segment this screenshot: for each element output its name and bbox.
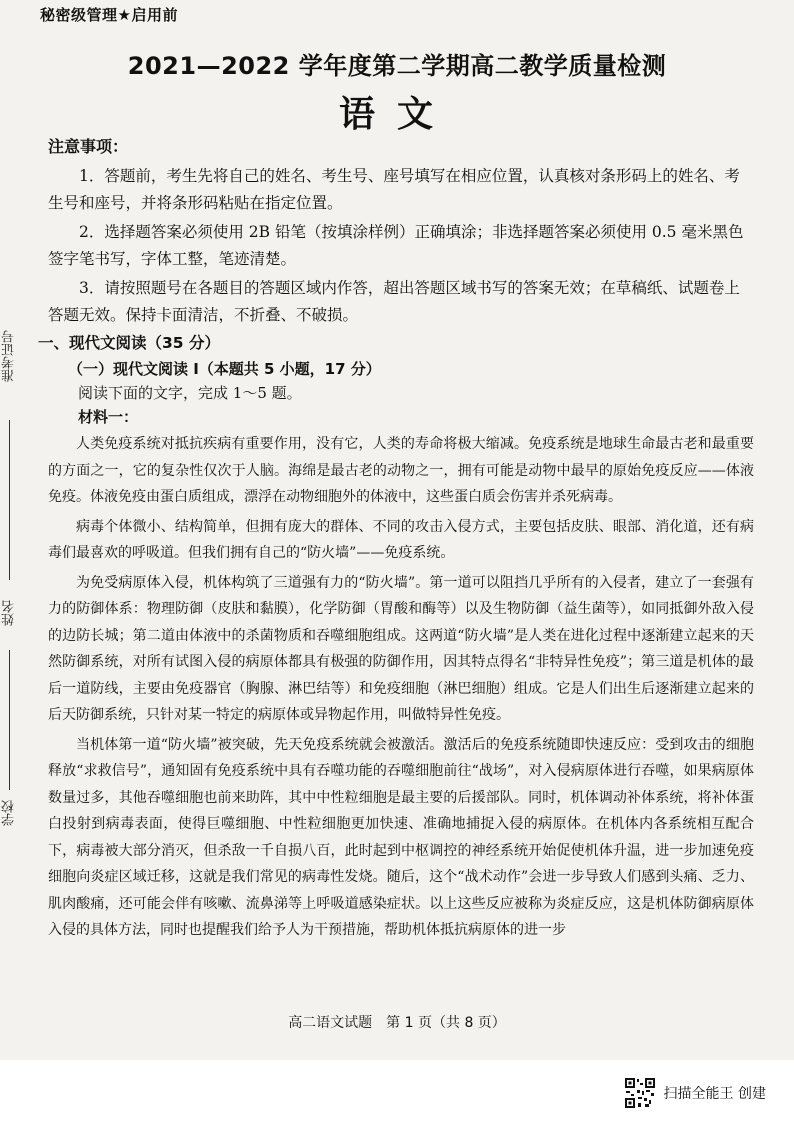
reading-instruction: 阅读下面的文字，完成 1～5 题。 xyxy=(78,384,302,402)
scanner-watermark-text: 扫描全能王 创建 xyxy=(663,1086,766,1102)
margin-school-label: 学校 xyxy=(2,800,17,826)
margin-name-label: 姓名 xyxy=(2,600,17,626)
section-heading: 一、现代文阅读（35 分） xyxy=(38,334,220,352)
qr-code-icon xyxy=(624,1077,656,1109)
subsection-heading: （一）现代文阅读 I（本题共 5 小题，17 分） xyxy=(68,360,381,378)
exam-title: 2021—2022 学年度第二学期高二教学质量检测 xyxy=(127,52,667,80)
margin-exam-id-label: 准考证号 xyxy=(2,330,17,382)
passage-paragraph: 病毒个体微小、结构简单，但拥有庞大的群体、不同的攻击入侵方式，主要包括皮肤、眼部、消化道，还有病毒们最喜欢的呼吸道。但我们拥有自己的“防火墙”——免疫系统。 xyxy=(48,518,754,561)
notice-item: 3．请按照题号在各题目的答题区域内作答，超出答题区域书写的答案无效；在草稿纸、试题卷上答题无效。保持卡面清洁，不折叠、不破损。 xyxy=(48,279,740,324)
notice-heading: 注意事项： xyxy=(48,137,129,156)
material-label: 材料一： xyxy=(78,408,139,426)
margin-line xyxy=(9,420,10,580)
reading-passage xyxy=(48,431,754,944)
subject-title: 语文 xyxy=(338,94,455,135)
passage-paragraph: 为免受病原体入侵，机体构筑了三道强有力的“防火墙”。第一道可以阻挡几乎所有的入侵者，建立了一套强有力的防御体系：物理防御（皮肤和黏膜），化学防御（胃酸和酶等）以及生物防御（益生菌等），如同抵御外敌入侵的边防长城；第二道由体液中的杀菌物质和吞噬细胞组成。这两道“防火墙”是人类在进化过程中逐渐建立起来的天然防御系统，对所有试图入侵的病原体都具有极强的防御作用，因其特点得名“非特异性免疫”；第三道是机体的最后一道防线，主要由免疫器官（胸腺、淋巴结等）和免疫细胞（淋巴细胞）组成。它是人们出生后逐渐建立起来的后天防御系统，只针对某一特定的病原体或异物起作用，叫做特异性免疫。 xyxy=(48,574,754,723)
notice-item: 1．答题前，考生先将自己的姓名、考生号、座号填写在相应位置，认真核对条形码上的姓名、考生号和座号，并将条形码粘贴在指定位置。 xyxy=(48,167,740,212)
passage-paragraph: 人类免疫系统对抵抗疾病有重要作用，没有它，人类的寿命将极大缩减。免疫系统是地球生命最古老和最重要的方面之一，它的复杂性仅次于人脑。海绵是最古老的动物之一，拥有可能是动物中最早的原始免疫反应——体液免疫。体液免疫由蛋白质组成，漂浮在动物细胞外的体液中，这些蛋白质会伤害并杀死病毒。 xyxy=(48,436,754,505)
page-footer: 高二语文试题 第 1 页（共 8 页） xyxy=(288,1015,506,1031)
margin-line xyxy=(9,650,10,790)
notice-block xyxy=(48,134,754,329)
passage-paragraph: 当机体第一道“防火墙”被突破，先天免疫系统就会被激活。激活后的免疫系统随即快速反应：受到攻击的细胞释放“求救信号”，通知固有免疫系统中具有吞噬功能的吞噬细胞前往“战场”，对入侵病原体进行吞噬，如果病原体数量过多，其他吞噬细胞也前来助阵，其中中性粒细胞是最主要的后援部队。同时，机体调动补体系统，将补体蛋白投射到病毒表面，使得巨噬细胞、中性粒细胞更加快速、准确地捕捉入侵的病原体。在机体内各系统相互配合下，病毒被大部分消灭，但杀敌一千自损八百，此时起到中枢调控的神经系统开始促使机体升温，进一步加速免疫细胞向炎症区域迁移，这就是我们常见的病毒性发烧。随后，这个“战术动作”会进一步导致人们感到头痛、乏力、肌肉酸痛，还可能会伴有咳嗽、流鼻涕等上呼吸道感染症状。以上这些反应被称为炎症反应，这是机体防御病原体入侵的具体方法，同时也提醒我们给予人为干预措施，帮助机体抵抗病原体的进一步 xyxy=(48,736,754,938)
notice-item: 2．选择题答案必须使用 2B 铅笔（按填涂样例）正确填涂；非选择题答案必须使用 0.5 毫米黑色签字笔书写，字体工整，笔迹清楚。 xyxy=(48,223,744,268)
scanner-watermark xyxy=(624,1076,766,1110)
secret-label: 秘密级管理★启用前 xyxy=(40,6,178,24)
exam-content xyxy=(38,134,754,947)
